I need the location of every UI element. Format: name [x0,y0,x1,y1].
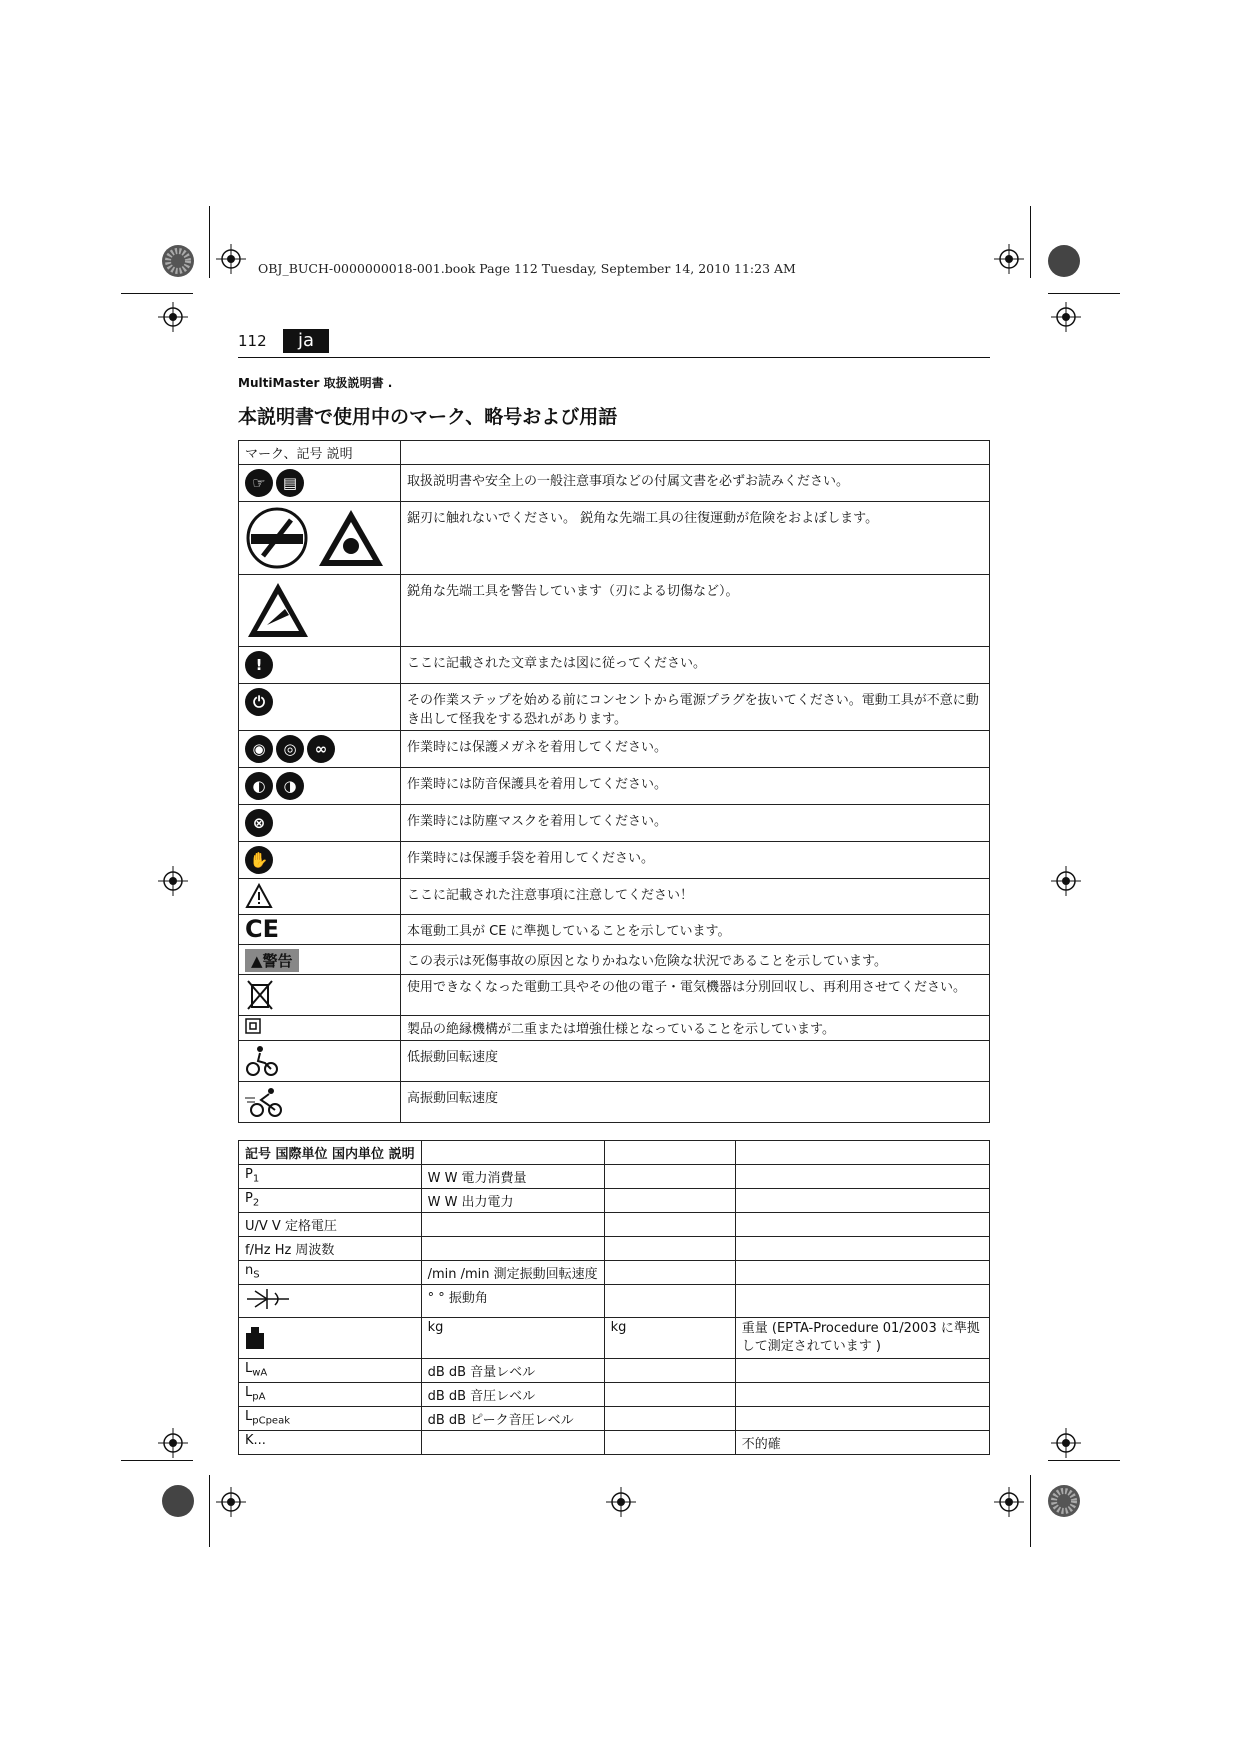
double-insulation-icon [245,1018,261,1034]
table-row: $L_{wA}$ dB dB 音量レベル [239,1359,990,1383]
table-row: ✋ 作業時には保護手袋を着用してください。 [239,842,990,879]
registration-target-icon [158,1428,188,1458]
table-row: $P_2$ W W 出力電力 [239,1189,990,1213]
table-row: 低振動回転速度 [239,1041,990,1082]
table-row: K... 不的確 [239,1431,990,1455]
table-row: ここに記載された注意事項に注意してください！ [239,879,990,915]
goggles-icon: ∞ [307,735,335,763]
eye-protection-icon: ◉ [245,735,273,763]
table-row: kg kg 重量 (EPTA-Procedure 01/2003 に準拠して測定されています ) [239,1318,990,1359]
table-row: ⏻ その作業ステップを始める前にコンセントから電源プラグを抜いてください。電動工具が不意に動き出して怪我をする恐れがあります。 [239,684,990,731]
earmuff-icon: ◑ [276,772,304,800]
weight-icon [245,1326,265,1350]
table-row: U/V V 定格電圧 [239,1213,990,1237]
high-speed-cyclist-icon [245,1086,285,1118]
table-header: マーク、記号 説明 [239,441,401,465]
sharp-tool-warning-icon [245,579,311,641]
section-title: 本説明書で使用中のマーク、略号および用語 [238,406,618,428]
table-row: $L_{pA}$ dB dB 音圧レベル [239,1383,990,1407]
table-row: ◉ ◎ ∞ 作業時には保護メガネを着用してください。 [239,731,990,768]
table-row: ☞ ▤ 取扱説明書や安全上の一般注意事項などの付属文書を必ずお読みください。 [239,465,990,502]
color-wheel-icon [1047,1484,1081,1518]
table-header-row [239,1141,990,1165]
symbols-table [238,440,990,1123]
table-row: f/Hz Hz 周波数 [239,1237,990,1261]
table-row: ° ° 振動角 [239,1285,990,1318]
registration-target-icon [1051,866,1081,896]
warning-badge: ▲警告 [245,949,299,972]
registration-target-icon [1051,302,1081,332]
registration-target-icon [994,1487,1024,1517]
color-wheel-icon [1047,244,1081,278]
ear-protection-icon: ◐ [245,772,273,800]
table-row: ⊗ 作業時には防塵マスクを着用してください。 [239,805,990,842]
table-row: 使用できなくなった電動工具やその他の電子・電気機器は分別回収し、再利用させてください。 [239,975,990,1016]
read-manual-icon: ☞ [245,469,273,497]
language-tab: ja [283,329,329,353]
table-row: CE 本電動工具が CE に準拠していることを示しています。 [239,915,990,945]
manual-book-icon: ▤ [276,469,304,497]
ce-mark-icon: CE [245,915,280,943]
color-wheel-icon [161,1484,195,1518]
table-row: 製品の絶縁機構が二重または増強仕様となっていることを示しています。 [239,1016,990,1041]
table-row: 鋸刃に触れないでください。 鋭角な先端工具の往復運動が危険をおよぼします。 [239,502,990,575]
table-header-row [239,441,990,465]
table-row: $L_{pCpeak}$ dB dB ピーク音圧レベル [239,1407,990,1431]
registration-target-icon [994,244,1024,274]
weee-bin-icon [245,979,275,1011]
table-row: ▲警告 この表示は死傷事故の原因となりかねない危険な状況であることを示しています。 [239,945,990,975]
file-info: OBJ_BUCH-0000000018-001.book Page 112 Tuesday, September 14, 2010 11:23 AM [258,261,796,276]
table-row: ◐ ◑ 作業時には防音保護具を着用してください。 [239,768,990,805]
dust-mask-icon: ⊗ [245,809,273,837]
units-table [238,1140,990,1455]
table-header: 記号 国際単位 国内単位 説明 [239,1141,422,1165]
low-speed-cyclist-icon [245,1045,279,1077]
gloves-icon: ✋ [245,846,273,874]
table-row: $P_1$ W W 電力消費量 [239,1165,990,1189]
registration-target-icon [216,244,246,274]
sharp-edge-warning-icon [316,506,386,570]
color-wheel-icon [161,244,195,278]
table-row: 鋭角な先端工具を警告しています（刃による切傷など）。 [239,575,990,647]
unplug-icon: ⏻ [245,688,273,716]
product-line: MultiMaster 取扱説明書 . [238,376,393,390]
face-shield-icon: ◎ [276,735,304,763]
page-number: 112 [238,332,267,350]
registration-target-icon [158,302,188,332]
table-row: 高振動回転速度 [239,1082,990,1123]
registration-target-icon [1051,1428,1081,1458]
registration-target-icon [158,866,188,896]
caution-triangle-icon [245,883,273,909]
oscillation-angle-icon [245,1287,291,1311]
table-row: $n_S$ /min /min 測定振動回転速度 [239,1261,990,1285]
header-rule [238,357,990,358]
attention-blade-icon [245,506,309,570]
mandatory-action-icon: ! [245,651,273,679]
registration-target-icon [216,1487,246,1517]
table-row: ! ここに記載された文章または図に従ってください。 [239,647,990,684]
registration-target-icon [606,1487,636,1517]
